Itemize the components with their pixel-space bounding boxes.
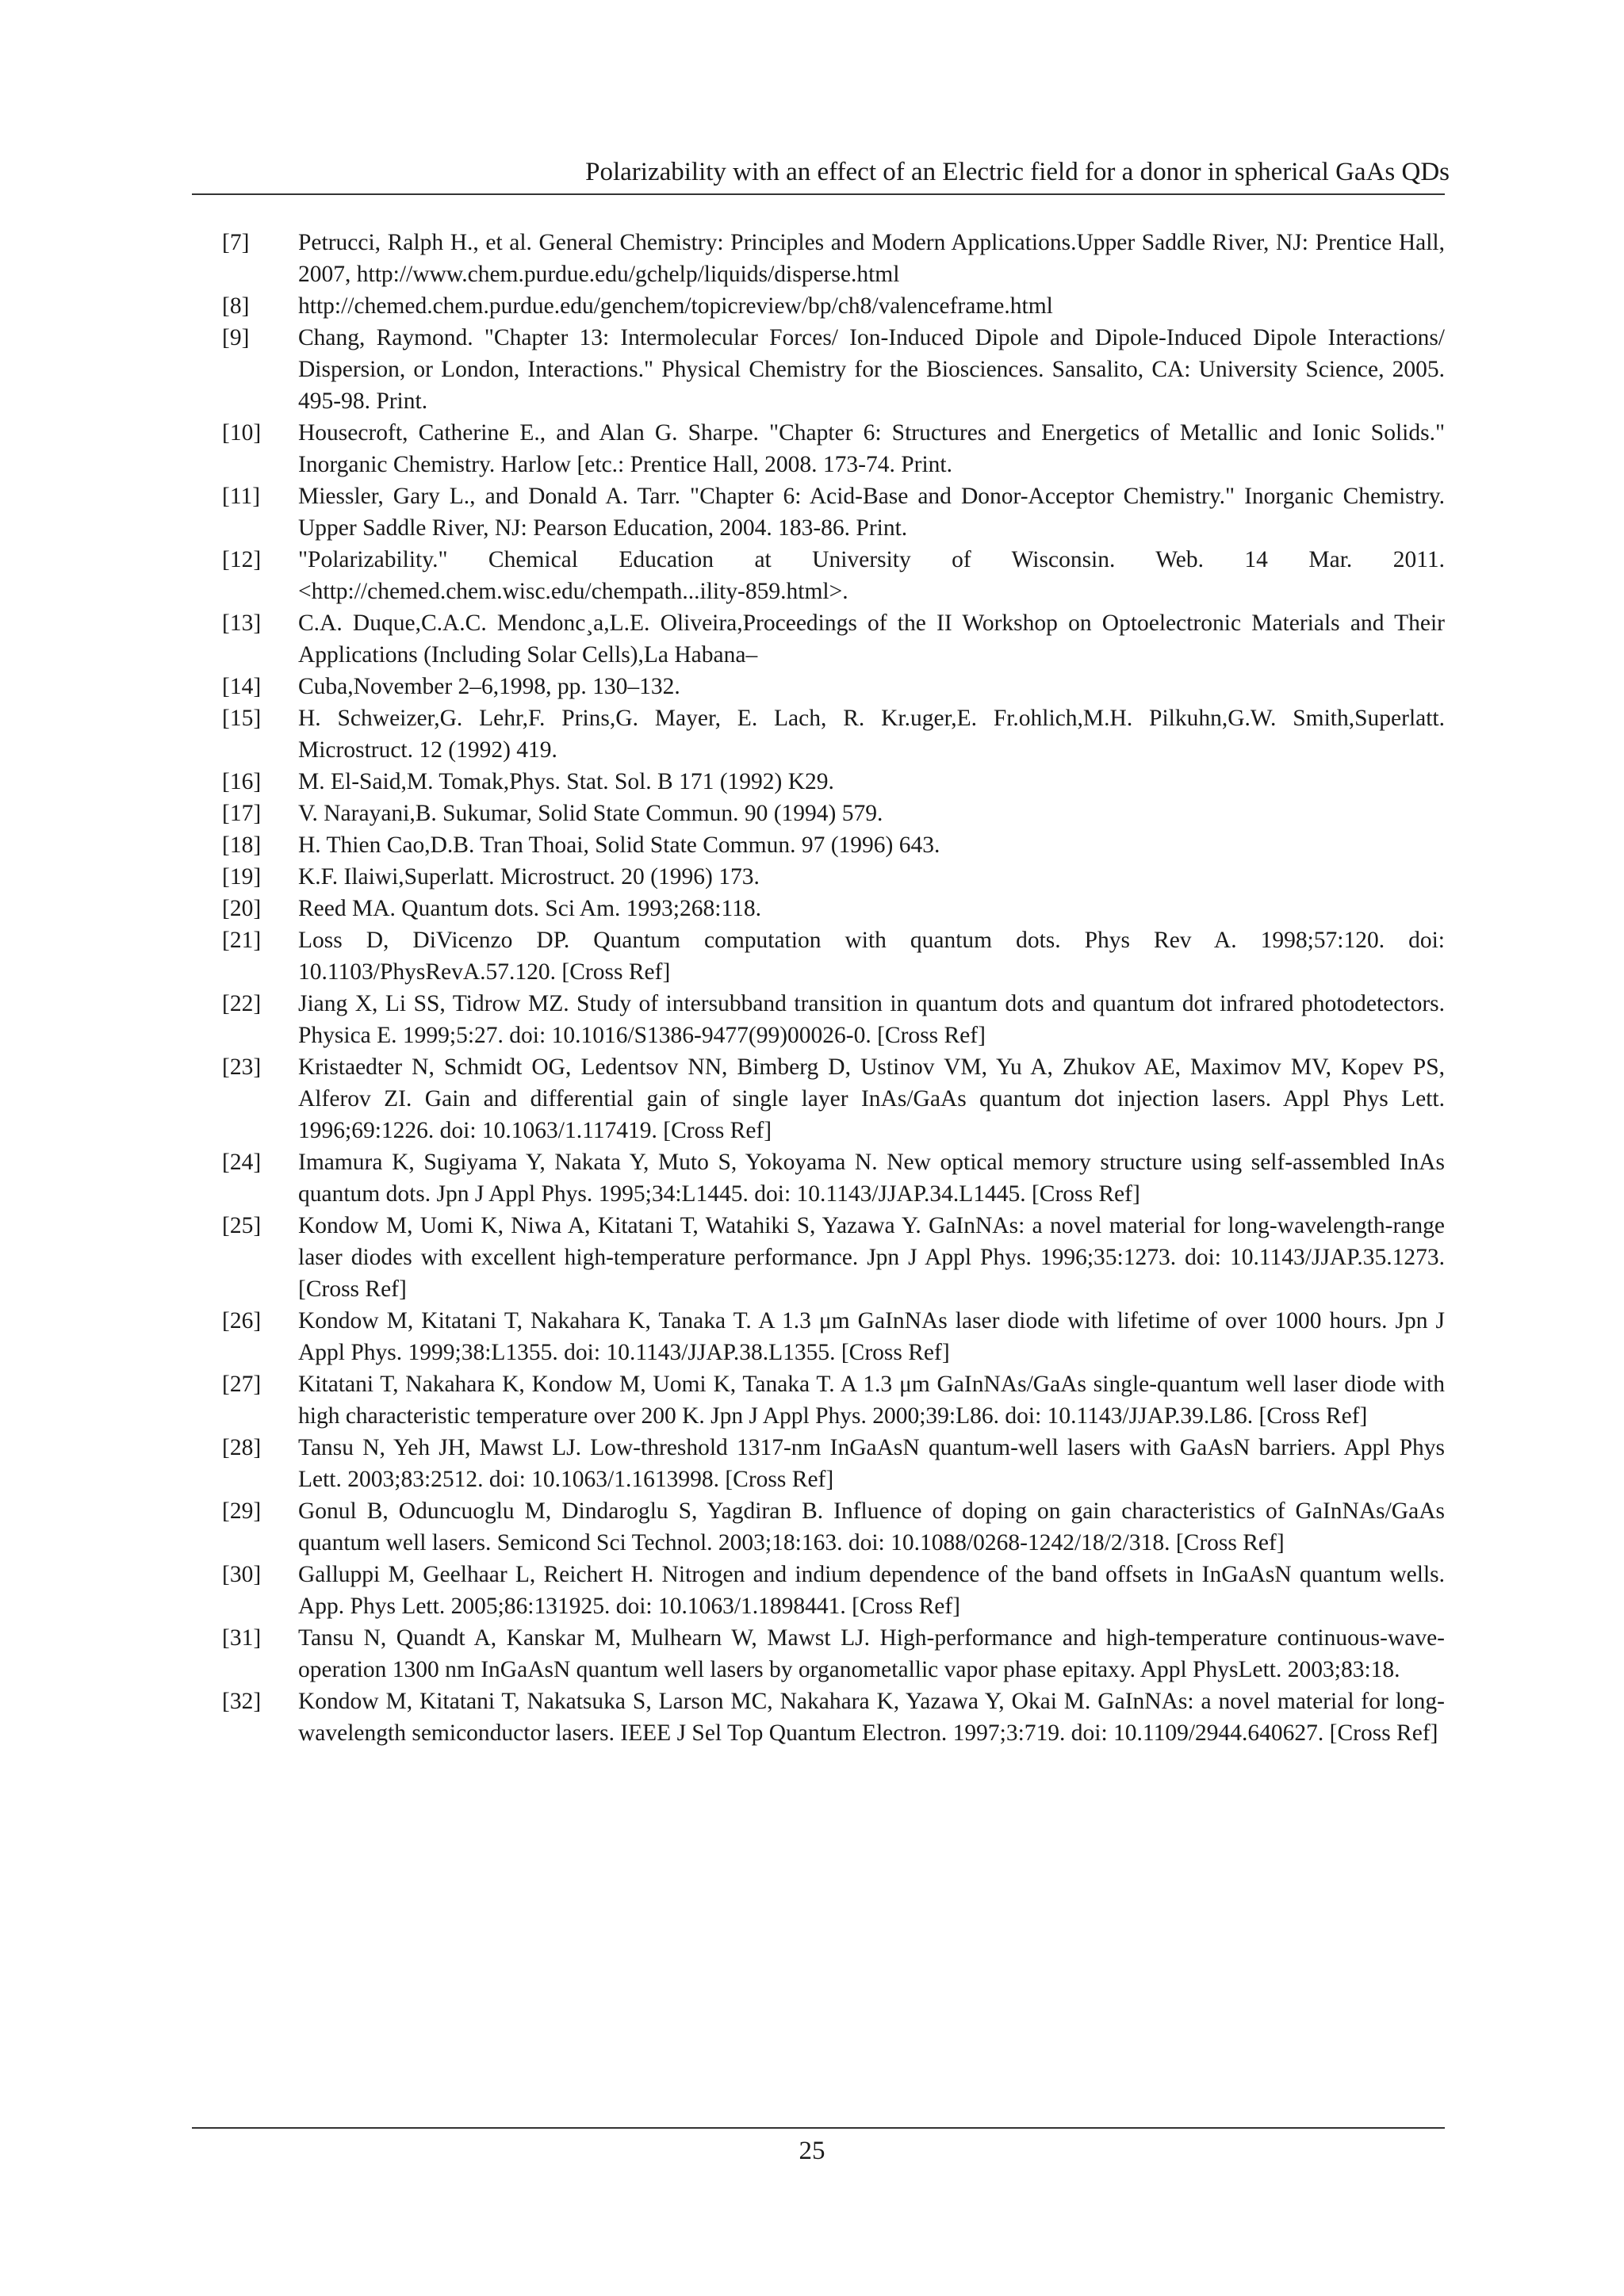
- reference-text: Kondow M, Kitatani T, Nakatsuka S, Larson MC, Nakahara K, Yazawa Y, Okai M. GaInNAs: a novel material for long-wavelength semiconductor lasers. IEEE J Sel Top Quantum Electron. 1997;3:719. doi: 10.1109/2944.640627. [Cross Ref]: [298, 1689, 1445, 1746]
- reference-item: [222, 671, 1445, 702]
- reference-number: [18]: [222, 832, 262, 858]
- reference-item: [222, 988, 1445, 1051]
- reference-number: [13]: [222, 610, 262, 636]
- reference-number: [30]: [222, 1562, 262, 1587]
- reference-item: [222, 1146, 1445, 1210]
- reference-number: [11]: [222, 484, 261, 509]
- reference-text: Galluppi M, Geelhaar L, Reichert H. Nitrogen and indium dependence of the band offsets in InGaAsN quantum wells. App. Phys Lett. 2005;86:131925. doi: 10.1063/1.1898441. [Cross Ref]: [298, 1562, 1445, 1619]
- reference-number: [26]: [222, 1308, 262, 1334]
- reference-text: K.F. Ilaiwi,Superlatt. Microstruct. 20 (1996) 173.: [298, 864, 760, 890]
- reference-number: [9]: [222, 325, 250, 350]
- reference-number: [19]: [222, 864, 262, 890]
- reference-text: V. Narayani,B. Sukumar, Solid State Commun. 90 (1994) 579.: [298, 801, 883, 826]
- reference-text: Imamura K, Sugiyama Y, Nakata Y, Muto S, Yokoyama N. New optical memory structure using self-assembled InAs quantum dots. Jpn J Appl Phys. 1995;34:L1445. doi: 10.1143/JJAP.34.L1445. [Cross Ref]: [298, 1150, 1445, 1207]
- reference-number: [25]: [222, 1213, 262, 1238]
- reference-number: [22]: [222, 991, 262, 1016]
- page-number: 25: [799, 2137, 825, 2165]
- reference-number: [8]: [222, 293, 250, 319]
- reference-text: "Polarizability." Chemical Education at University of Wisconsin. Web. 14 Mar. 2011. <http://chemed.chem.wisc.edu/chempath...ility-859.html>.: [298, 547, 1445, 604]
- reference-number: [21]: [222, 928, 262, 953]
- reference-number: [28]: [222, 1435, 262, 1460]
- reference-item: [222, 227, 1445, 290]
- reference-text: Cuba,November 2–6,1998, pp. 130–132.: [298, 674, 680, 699]
- reference-item: [222, 893, 1445, 924]
- reference-item: [222, 1495, 1445, 1559]
- reference-text: Jiang X, Li SS, Tidrow MZ. Study of intersubband transition in quantum dots and quantum dot infrared photodetectors. Physica E. 1999;5:27. doi: 10.1016/S1386-9477(99)00026-0. [Cross Ref]: [298, 991, 1445, 1048]
- reference-text: Kitatani T, Nakahara K, Kondow M, Uomi K, Tanaka T. A 1.3 μm GaInNAs/GaAs single-quantum well laser diode with high characteristic temperature over 200 K. Jpn J Appl Phys. 2000;39:L86. doi: 10.1143/JJAP.39.L86. [Cross Ref]: [298, 1372, 1445, 1429]
- reference-item: [222, 322, 1445, 417]
- reference-text: Petrucci, Ralph H., et al. General Chemistry: Principles and Modern Applications.Upper Saddle River, NJ: Prentice Hall, 2007, http://www.chem.purdue.edu/gchelp/liquids/disperse.html: [298, 230, 1445, 287]
- reference-item: [222, 290, 1445, 322]
- reference-item: [222, 1305, 1445, 1368]
- reference-number: [20]: [222, 896, 262, 921]
- reference-item: [222, 798, 1445, 829]
- reference-text: Tansu N, Yeh JH, Mawst LJ. Low-threshold 1317-nm InGaAsN quantum-well lasers with GaAsN barriers. Appl Phys Lett. 2003;83:2512. doi: 10.1063/1.1613998. [Cross Ref]: [298, 1435, 1445, 1492]
- running-header: Polarizability with an effect of an Electric field for a donor in spherical GaAs QDs: [585, 158, 1450, 186]
- reference-number: [27]: [222, 1372, 262, 1397]
- reference-number: [32]: [222, 1689, 262, 1714]
- reference-item: [222, 1432, 1445, 1495]
- reference-text: M. El-Said,M. Tomak,Phys. Stat. Sol. B 171 (1992) K29.: [298, 769, 834, 794]
- reference-item: [222, 1686, 1445, 1749]
- reference-text: Reed MA. Quantum dots. Sci Am. 1993;268:118.: [298, 896, 761, 921]
- reference-number: [15]: [222, 706, 262, 731]
- reference-item: [222, 1622, 1445, 1686]
- reference-item: [222, 1210, 1445, 1305]
- reference-item: [222, 1051, 1445, 1146]
- reference-item: [222, 766, 1445, 798]
- reference-text: Tansu N, Quandt A, Kanskar M, Mulhearn W, Mawst LJ. High-performance and high-temperature continuous-wave-operation 1300 nm InGaAsN quantum well lasers by organometallic vapor phase epitaxy. Appl PhysLett. 2003;83:18.: [298, 1625, 1445, 1682]
- reference-item: [222, 607, 1445, 671]
- header-rule: [192, 193, 1445, 195]
- reference-text: Housecroft, Catherine E., and Alan G. Sharpe. "Chapter 6: Structures and Energetics of Metallic and Ionic Solids." Inorganic Chemistry. Harlow [etc.: Prentice Hall, 2008. 173-74. Print.: [298, 420, 1445, 477]
- reference-item: [222, 1368, 1445, 1432]
- reference-number: [12]: [222, 547, 262, 572]
- reference-text: Chang, Raymond. "Chapter 13: Intermolecular Forces/ Ion-Induced Dipole and Dipole-Induced Dipole Interactions/ Dispersion, or London, Interactions." Physical Chemistry for the Biosciences. Sansalito, CA: University Science, 2005. 495-98. Print.: [298, 325, 1445, 414]
- reference-number: [24]: [222, 1150, 262, 1175]
- reference-item: [222, 829, 1445, 861]
- reference-number: [23]: [222, 1054, 262, 1080]
- reference-item: [222, 544, 1445, 607]
- reference-number: [7]: [222, 230, 250, 255]
- reference-number: [10]: [222, 420, 262, 446]
- reference-text: http://chemed.chem.purdue.edu/genchem/topicreview/bp/ch8/valenceframe.html: [298, 293, 1053, 319]
- reference-text: Kondow M, Uomi K, Niwa A, Kitatani T, Watahiki S, Yazawa Y. GaInNAs: a novel material for long-wavelength-range laser diodes with excellent high-temperature performance. Jpn J Appl Phys. 1996;35:1273. doi: 10.1143/JJAP.35.1273. [Cross Ref]: [298, 1213, 1445, 1302]
- reference-text: H. Schweizer,G. Lehr,F. Prins,G. Mayer, E. Lach, R. Kr.uger,E. Fr.ohlich,M.H. Pilkuhn,G.W. Smith,Superlatt. Microstruct. 12 (1992) 419.: [298, 706, 1445, 763]
- reference-number: [29]: [222, 1498, 262, 1524]
- reference-number: [16]: [222, 769, 262, 794]
- references-list: [222, 227, 1445, 1749]
- reference-item: [222, 1559, 1445, 1622]
- reference-text: Kondow M, Kitatani T, Nakahara K, Tanaka T. A 1.3 μm GaInNAs laser diode with lifetime of over 1000 hours. Jpn J Appl Phys. 1999;38:L1355. doi: 10.1143/JJAP.38.L1355. [Cross Ref]: [298, 1308, 1445, 1365]
- reference-item: [222, 861, 1445, 893]
- footer-rule: [192, 2127, 1445, 2129]
- reference-number: [31]: [222, 1625, 262, 1651]
- reference-text: Kristaedter N, Schmidt OG, Ledentsov NN, Bimberg D, Ustinov VM, Yu A, Zhukov AE, Maximov MV, Kopev PS, Alferov ZI. Gain and differential gain of single layer InAs/GaAs quantum dot injection lasers. Appl Phys Lett. 1996;69:1226. doi: 10.1063/1.117419. [Cross Ref]: [298, 1054, 1445, 1143]
- reference-item: [222, 702, 1445, 766]
- reference-number: [14]: [222, 674, 262, 699]
- reference-text: Gonul B, Oduncuoglu M, Dindaroglu S, Yagdiran B. Influence of doping on gain characteristics of GaInNAs/GaAs quantum well lasers. Semicond Sci Technol. 2003;18:163. doi: 10.1088/0268-1242/18/2/318. [Cross Ref]: [298, 1498, 1445, 1556]
- reference-item: [222, 924, 1445, 988]
- reference-item: [222, 417, 1445, 480]
- reference-number: [17]: [222, 801, 262, 826]
- reference-text: C.A. Duque,C.A.C. Mendonc¸a,L.E. Oliveira,Proceedings of the II Workshop on Optoelectronic Materials and Their Applications (Including Solar Cells),La Habana–: [298, 610, 1445, 668]
- reference-text: H. Thien Cao,D.B. Tran Thoai, Solid State Commun. 97 (1996) 643.: [298, 832, 940, 858]
- reference-item: [222, 480, 1445, 544]
- reference-text: Loss D, DiVicenzo DP. Quantum computation with quantum dots. Phys Rev A. 1998;57:120. doi: 10.1103/PhysRevA.57.120. [Cross Ref]: [298, 928, 1445, 985]
- reference-text: Miessler, Gary L., and Donald A. Tarr. "Chapter 6: Acid-Base and Donor-Acceptor Chemistry." Inorganic Chemistry. Upper Saddle River, NJ: Pearson Education, 2004. 183-86. Print.: [298, 484, 1445, 541]
